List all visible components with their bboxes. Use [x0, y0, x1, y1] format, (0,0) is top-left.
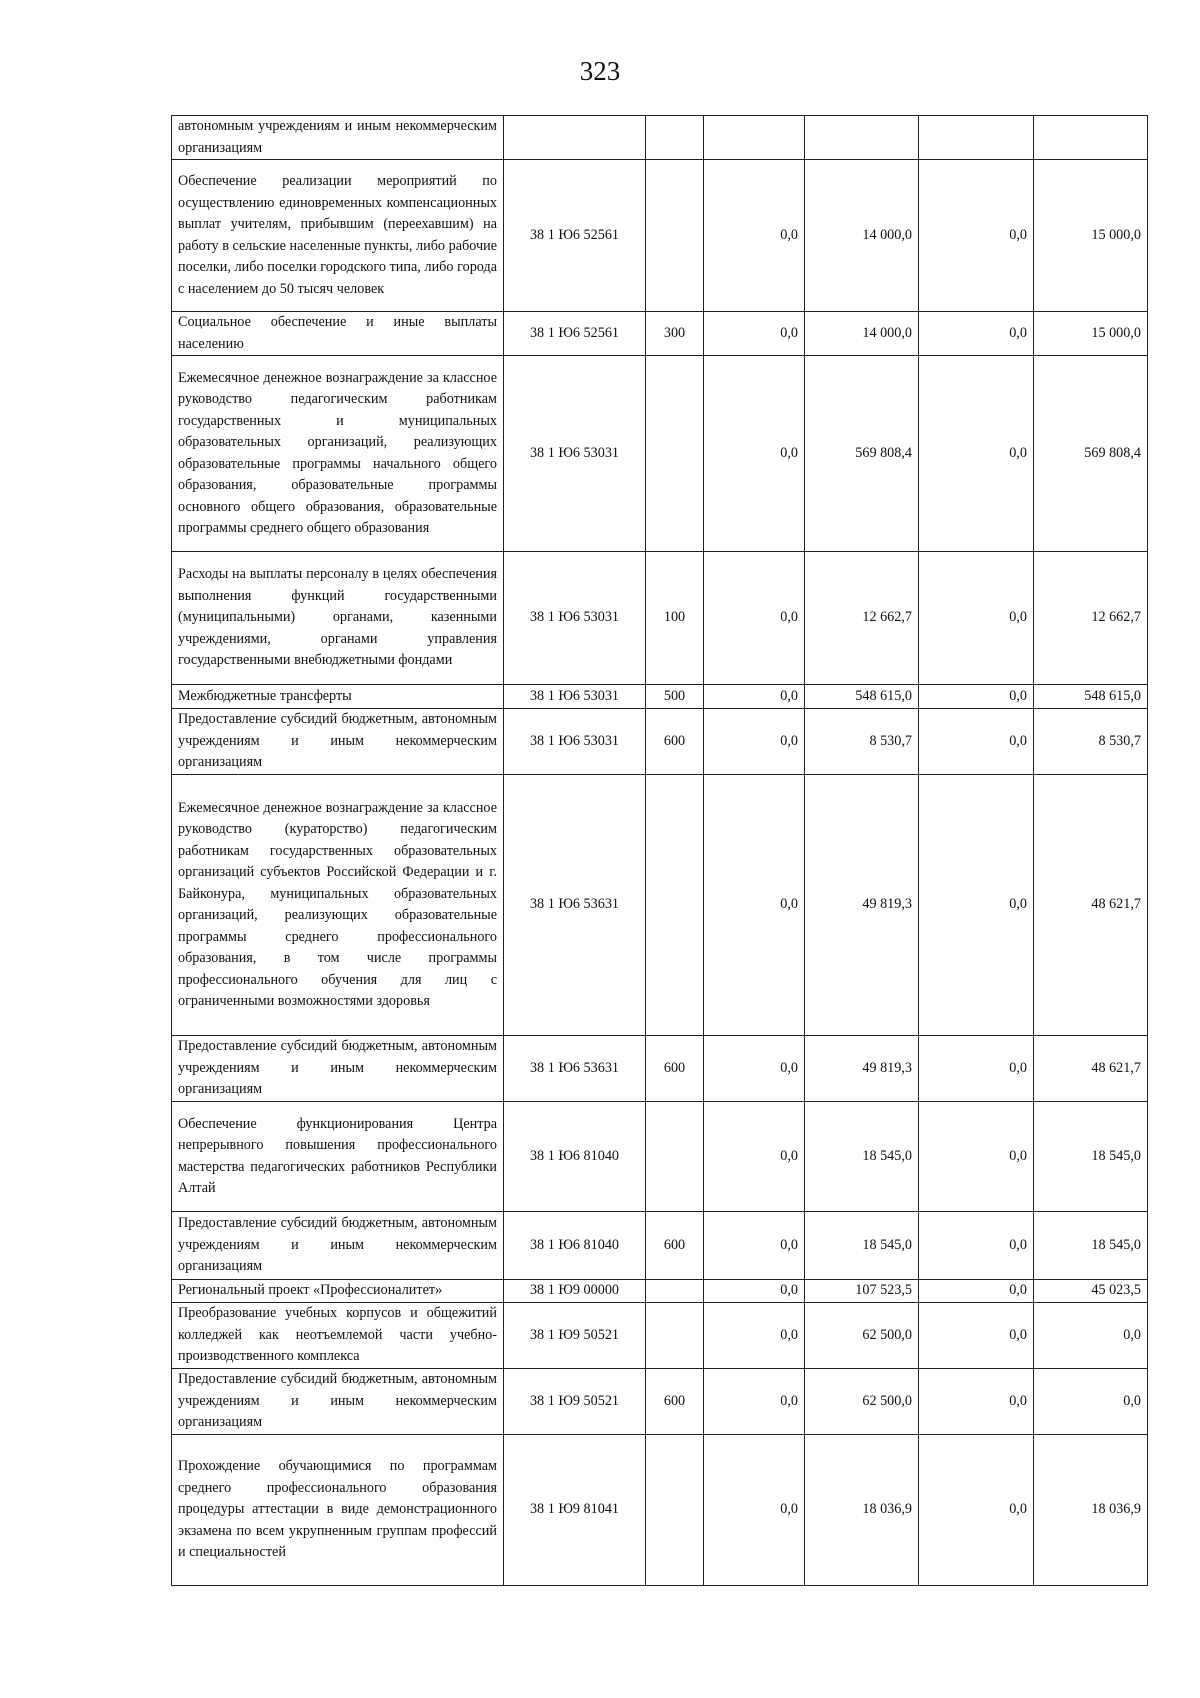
row-value-2: 18 036,9 [805, 1435, 919, 1586]
row-code: 38 1 Ю9 00000 [504, 1280, 646, 1303]
row-value-1: 0,0 [704, 685, 805, 709]
table-row [172, 775, 1148, 1036]
row-name: Предоставление субсидий бюджетным, автономным учреждениям и иным некоммерческим организациям [172, 709, 504, 775]
row-value-2: 18 545,0 [805, 1102, 919, 1212]
row-name: Социальное обеспечение и иные выплаты населению [172, 312, 504, 356]
row-value-1: 0,0 [704, 775, 805, 1036]
table-row [172, 552, 1148, 685]
row-value-1: 0,0 [704, 1280, 805, 1303]
row-code: 38 1 Ю9 50521 [504, 1369, 646, 1435]
row-value-3: 0,0 [919, 1036, 1034, 1102]
row-code: 38 1 Ю6 52561 [504, 160, 646, 312]
row-value-3: 0,0 [919, 1280, 1034, 1303]
table-row [172, 1280, 1148, 1303]
row-value-2: 62 500,0 [805, 1369, 919, 1435]
row-value-2: 14 000,0 [805, 312, 919, 356]
row-code [504, 116, 646, 160]
row-value-2 [805, 116, 919, 160]
row-value-4: 18 545,0 [1034, 1102, 1148, 1212]
row-code: 38 1 Ю6 53031 [504, 685, 646, 709]
table-row [172, 1036, 1148, 1102]
row-value-4: 0,0 [1034, 1303, 1148, 1369]
row-value-3: 0,0 [919, 1212, 1034, 1280]
row-name: Предоставление субсидий бюджетным, автономным учреждениям и иным некоммерческим организациям [172, 1369, 504, 1435]
row-value-2: 548 615,0 [805, 685, 919, 709]
row-code: 38 1 Ю9 50521 [504, 1303, 646, 1369]
row-expense-type [646, 1102, 704, 1212]
row-value-1: 0,0 [704, 552, 805, 685]
row-value-3: 0,0 [919, 1303, 1034, 1369]
row-code: 38 1 Ю9 81041 [504, 1435, 646, 1586]
row-value-4: 15 000,0 [1034, 312, 1148, 356]
row-expense-type [646, 160, 704, 312]
row-value-2: 49 819,3 [805, 775, 919, 1036]
row-value-3: 0,0 [919, 709, 1034, 775]
row-code: 38 1 Ю6 81040 [504, 1212, 646, 1280]
row-value-4 [1034, 116, 1148, 160]
row-value-2: 107 523,5 [805, 1280, 919, 1303]
row-value-4: 48 621,7 [1034, 775, 1148, 1036]
row-code: 38 1 Ю6 53031 [504, 356, 646, 552]
row-expense-type [646, 356, 704, 552]
row-value-3: 0,0 [919, 1435, 1034, 1586]
row-expense-type [646, 775, 704, 1036]
row-value-3 [919, 116, 1034, 160]
row-code: 38 1 Ю6 53031 [504, 552, 646, 685]
row-value-1: 0,0 [704, 1303, 805, 1369]
row-value-2: 62 500,0 [805, 1303, 919, 1369]
row-value-1: 0,0 [704, 1102, 805, 1212]
row-value-2: 12 662,7 [805, 552, 919, 685]
row-value-3: 0,0 [919, 552, 1034, 685]
row-value-2: 49 819,3 [805, 1036, 919, 1102]
row-name: Обеспечение реализации мероприятий по осуществлению единовременных компенсационных выплат учителям, прибывшим (переехавшим) на работу в сельские населенные пункты, либо рабочие поселки, либо поселки городского типа, либо города с населением до 50 тысяч человек [172, 160, 504, 312]
row-value-4: 48 621,7 [1034, 1036, 1148, 1102]
row-expense-type: 600 [646, 1036, 704, 1102]
table-row [172, 1102, 1148, 1212]
table-row [172, 356, 1148, 552]
row-expense-type [646, 1303, 704, 1369]
row-value-1: 0,0 [704, 1369, 805, 1435]
row-name: Региональный проект «Профессионалитет» [172, 1280, 504, 1303]
row-value-4: 0,0 [1034, 1369, 1148, 1435]
row-name: Обеспечение функционирования Центра непрерывного повышения профессионального мастерства педагогических работников Республики Алтай [172, 1102, 504, 1212]
row-value-1: 0,0 [704, 312, 805, 356]
row-name: Межбюджетные трансферты [172, 685, 504, 709]
table-row [172, 1435, 1148, 1586]
row-value-3: 0,0 [919, 356, 1034, 552]
row-value-3: 0,0 [919, 312, 1034, 356]
row-value-4: 18 036,9 [1034, 1435, 1148, 1586]
row-name: Расходы на выплаты персоналу в целях обеспечения выполнения функций государственными (муниципальными) органами, казенными учреждениями, органами управления государственными внебюджетными фондами [172, 552, 504, 685]
row-expense-type: 600 [646, 709, 704, 775]
row-expense-type: 600 [646, 1369, 704, 1435]
row-expense-type: 500 [646, 685, 704, 709]
table-row [172, 1303, 1148, 1369]
row-value-2: 8 530,7 [805, 709, 919, 775]
table-row [172, 709, 1148, 775]
row-value-4: 12 662,7 [1034, 552, 1148, 685]
page-number: 323 [579, 56, 621, 86]
row-value-1: 0,0 [704, 1435, 805, 1586]
row-name: автономным учреждениям и иным некоммерческим организациям [172, 116, 504, 160]
table-row [172, 1212, 1148, 1280]
row-name: Прохождение обучающимися по программам среднего профессионального образования процедуры аттестации в виде демонстрационного экзамена по всем укрупненным группам профессий и специальностей [172, 1435, 504, 1586]
table-row [172, 1369, 1148, 1435]
row-value-4: 15 000,0 [1034, 160, 1148, 312]
row-name: Ежемесячное денежное вознаграждение за классное руководство педагогическим работникам государственных и муниципальных образовательных организаций, реализующих образовательные программы начального общего образования, образовательные программы основного общего образования, образовательные программы среднего общего образования [172, 356, 504, 552]
row-value-2: 569 808,4 [805, 356, 919, 552]
row-value-3: 0,0 [919, 1369, 1034, 1435]
row-code: 38 1 Ю6 81040 [504, 1102, 646, 1212]
row-value-4: 569 808,4 [1034, 356, 1148, 552]
row-value-2: 18 545,0 [805, 1212, 919, 1280]
table-row [172, 160, 1148, 312]
row-name: Преобразование учебных корпусов и общежитий колледжей как неотъемлемой части учебно-производственного комплекса [172, 1303, 504, 1369]
row-expense-type: 100 [646, 552, 704, 685]
row-value-3: 0,0 [919, 775, 1034, 1036]
row-value-4: 45 023,5 [1034, 1280, 1148, 1303]
row-code: 38 1 Ю6 53631 [504, 775, 646, 1036]
row-code: 38 1 Ю6 52561 [504, 312, 646, 356]
row-name: Предоставление субсидий бюджетным, автономным учреждениям и иным некоммерческим организациям [172, 1212, 504, 1280]
row-expense-type [646, 1435, 704, 1586]
row-value-1: 0,0 [704, 1036, 805, 1102]
row-value-3: 0,0 [919, 160, 1034, 312]
row-expense-type: 300 [646, 312, 704, 356]
row-value-1: 0,0 [704, 356, 805, 552]
budget-table [171, 115, 1148, 1586]
row-value-1 [704, 116, 805, 160]
table-row [172, 685, 1148, 709]
row-name: Ежемесячное денежное вознаграждение за классное руководство (кураторство) педагогическим работникам государственных образовательных организаций субъектов Российской Федерации и г. Байконура, муниципальных образовательных организаций, реализующих образовательные программы среднего профессионального образования, в том числе программы профессионального обучения для лиц с ограниченными возможностями здоровья [172, 775, 504, 1036]
table-row [172, 116, 1148, 160]
row-expense-type [646, 1280, 704, 1303]
row-name: Предоставление субсидий бюджетным, автономным учреждениям и иным некоммерческим организациям [172, 1036, 504, 1102]
row-code: 38 1 Ю6 53031 [504, 709, 646, 775]
row-expense-type [646, 116, 704, 160]
row-value-4: 548 615,0 [1034, 685, 1148, 709]
row-value-1: 0,0 [704, 709, 805, 775]
row-value-2: 14 000,0 [805, 160, 919, 312]
row-value-3: 0,0 [919, 685, 1034, 709]
row-value-1: 0,0 [704, 160, 805, 312]
row-value-4: 18 545,0 [1034, 1212, 1148, 1280]
row-value-3: 0,0 [919, 1102, 1034, 1212]
row-value-4: 8 530,7 [1034, 709, 1148, 775]
row-expense-type: 600 [646, 1212, 704, 1280]
row-code: 38 1 Ю6 53631 [504, 1036, 646, 1102]
table-row [172, 312, 1148, 356]
row-value-1: 0,0 [704, 1212, 805, 1280]
